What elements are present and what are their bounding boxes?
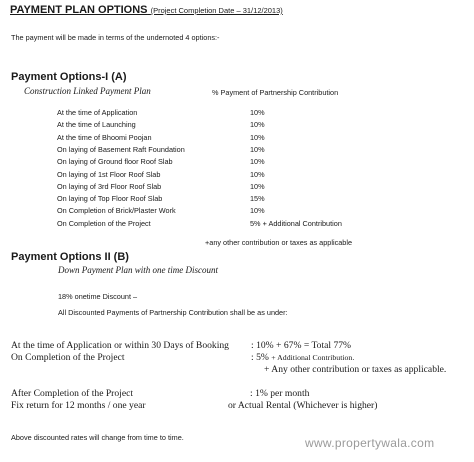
option1-footnote: +any other contribution or taxes as applicable xyxy=(205,238,353,247)
closing-note: Above discounted rates will change from time to time. xyxy=(11,433,184,442)
table-row-stage: On Completion of the Project xyxy=(57,218,151,228)
intro-text: The payment will be made in terms of the undernoted 4 options:- xyxy=(11,33,220,42)
option1-heading: Payment Options-I (A) xyxy=(11,71,127,83)
table-row-percent: 10% xyxy=(250,157,265,167)
option2-line4-label: After Completion of the Project xyxy=(11,388,134,399)
option2-line1-value: : 10% + 67% = Total 77% xyxy=(251,340,352,351)
table-row-percent: 10% xyxy=(250,181,265,191)
table-row-percent: 10% xyxy=(250,169,265,179)
table-row-stage: On laying of 1st Floor Roof Slab xyxy=(57,169,161,179)
option2-discount: 18% onetime Discount – xyxy=(58,292,138,301)
option2-line1-label: At the time of Application or within 30 Days of Booking xyxy=(11,340,229,351)
table-row-percent: 10% xyxy=(250,120,265,130)
option2-line4-value: : 1% per month xyxy=(250,388,310,399)
title-main: PAYMENT PLAN OPTIONS xyxy=(10,4,148,16)
option2-line5-value: or Actual Rental (Whichever is higher) xyxy=(228,400,378,411)
table-row-percent: 10% xyxy=(250,108,265,117)
option2-note: All Discounted Payments of Partnership Contribution shall be as under: xyxy=(58,308,288,317)
option2-line2-value-main: : 5% xyxy=(251,352,272,363)
option2-line2-label: On Completion of the Project xyxy=(11,352,125,363)
table-row-percent: 10% xyxy=(250,132,265,142)
page-title xyxy=(10,4,283,16)
table-row-percent: 10% xyxy=(250,144,265,154)
option2-line2-value-small: + Additional Contribution. xyxy=(271,353,355,362)
watermark: www.propertywala.com xyxy=(305,436,435,450)
table-row-stage: On laying of Top Floor Roof Slab xyxy=(57,194,163,204)
option2-plan-name: Down Payment Plan with one time Discount xyxy=(58,265,218,275)
table-row-percent: 15% xyxy=(250,194,265,204)
option2-line3: + Any other contribution or taxes as applicable. xyxy=(264,364,447,375)
option2-heading: Payment Options II (B) xyxy=(11,251,129,263)
table-row-stage: On laying of Ground floor Roof Slab xyxy=(57,157,173,167)
option2-line5-label: Fix return for 12 months / one year xyxy=(11,400,146,411)
table-row-stage: At the time of Launching xyxy=(57,120,136,130)
table-row-percent: 5% + Additional Contribution xyxy=(250,218,342,228)
option1-column-header: % Payment of Partnership Contribution xyxy=(212,88,339,97)
table-row-stage: On laying of Basement Raft Foundation xyxy=(57,144,185,154)
title-subtitle: (Project Completion Date – 31/12/2013) xyxy=(150,6,283,15)
option2-line2-value xyxy=(251,352,354,363)
table-row-stage: On laying of 3rd Floor Roof Slab xyxy=(57,181,162,191)
table-row-stage: On Completion of Brick/Plaster Work xyxy=(57,206,176,216)
table-row-stage: At the time of Bhoomi Poojan xyxy=(57,132,152,142)
option1-plan-name: Construction Linked Payment Plan xyxy=(24,86,151,96)
table-row-stage: At the time of Application xyxy=(57,108,138,117)
table-row-percent: 10% xyxy=(250,206,265,216)
